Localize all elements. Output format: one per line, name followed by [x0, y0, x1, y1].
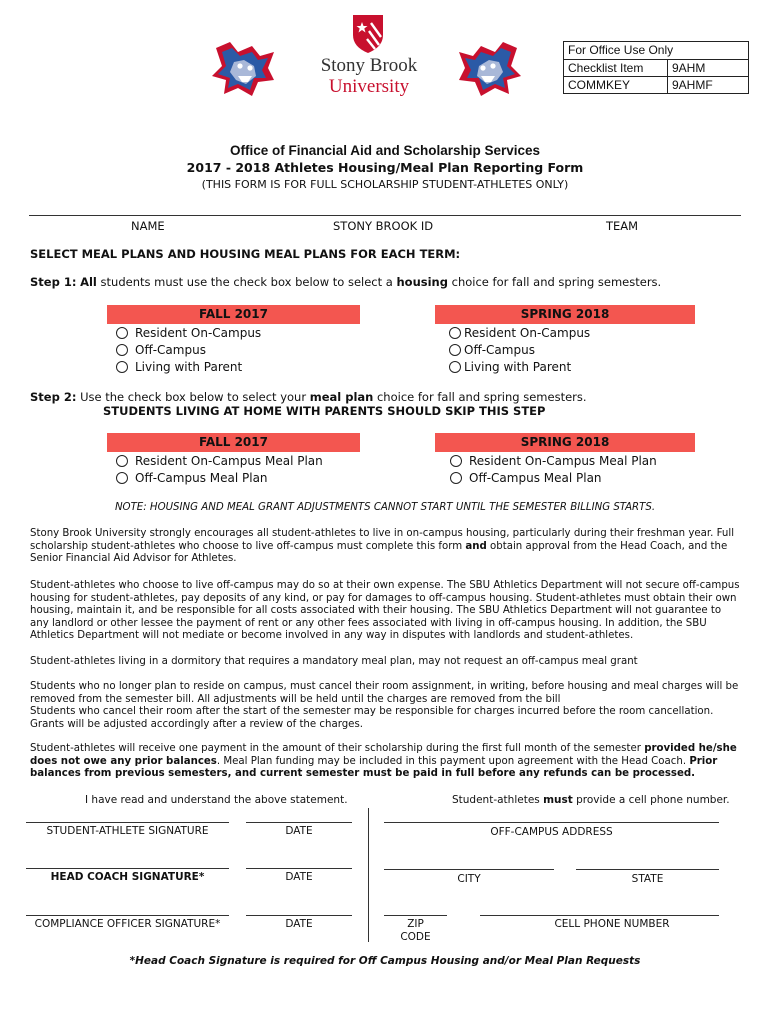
acknowledge-text: I have read and understand the above statement. [85, 794, 348, 806]
paragraph-cancel [30, 681, 742, 731]
para-text: obtain approval from the Head Coach, and the Senior Financial Aid Advisor for Athletes. [30, 540, 728, 565]
date3-label: DATE [285, 918, 313, 930]
para-text: Grants will be adjusted accordingly after a review of the charges. [30, 718, 363, 730]
step1-prefix: Step 1: [30, 275, 77, 289]
billing-note: NOTE: HOUSING AND MEAL GRANT ADJUSTMENTS CANNOT START UNTIL THE SEMESTER BILLING STARTS. [114, 502, 656, 513]
form-title-office: Office of Financial Aid and Scholarship Services [229, 143, 541, 158]
step1-bold-housing: housing [396, 275, 448, 289]
office-use-label: Checklist Item [564, 60, 668, 76]
step2-prefix: Step 2: [30, 390, 77, 404]
para-bold: provided he/she does not owe any prior balances [30, 743, 737, 767]
step2-text [30, 390, 587, 404]
option-label: Resident On-Campus Meal Plan [469, 453, 657, 468]
option-label: Off-Campus [464, 342, 535, 357]
step1-text [30, 275, 661, 289]
radio-circle-icon[interactable] [116, 361, 128, 373]
housing-spring-option-resident[interactable] [449, 324, 590, 341]
radio-circle-icon[interactable] [116, 327, 128, 339]
housing-spring-option-offcampus[interactable] [449, 341, 590, 358]
meal-fall-option-offcampus[interactable] [116, 469, 323, 486]
option-label: Resident On-Campus Meal Plan [135, 453, 323, 468]
compliance-signature-line[interactable] [26, 915, 229, 916]
form-subtitle: (THIS FORM IS FOR FULL SCHOLARSHIP STUDENT-ATHLETES ONLY) [201, 178, 569, 191]
form-title-main: 2017 - 2018 Athletes Housing/Meal Plan Reporting Form [186, 160, 584, 175]
radio-circle-icon[interactable] [116, 472, 128, 484]
meal-fall-option-resident[interactable] [116, 452, 323, 469]
column-divider [368, 808, 369, 942]
para-text: . Meal Plan funding may be included in this payment upon agreement with the Head Coach. [216, 755, 690, 767]
option-label: Living with Parent [135, 359, 243, 374]
para-text: Students who no longer plan to reside on campus, must cancel their room assignment, in writing, before housing and meal charges will be removed from the semester bill. All adjustments will be held until the charges are removed from the bill [30, 681, 739, 705]
logo-line1: Stony Brook [320, 55, 418, 76]
radio-circle-icon[interactable] [450, 472, 462, 484]
state-line[interactable] [576, 869, 719, 870]
office-use-row [564, 59, 748, 76]
office-use-box [563, 41, 749, 94]
footer-note: *Head Coach Signature is required for Off Campus Housing and/or Meal Plan Requests [129, 955, 641, 967]
para-text: Students who cancel their room after the start of the semester may be responsible for charges incurred before the room cancellation. [30, 706, 714, 718]
radio-circle-icon[interactable] [116, 455, 128, 467]
meal-spring-options [450, 452, 657, 486]
step1-text-part: students must use the check box below to select a [96, 275, 397, 289]
radio-circle-icon[interactable] [116, 344, 128, 356]
office-use-label: COMMKEY [564, 77, 668, 93]
seawolf-mascot-right-icon [453, 38, 525, 100]
office-use-row [564, 76, 748, 93]
radio-circle-icon[interactable] [449, 361, 461, 373]
housing-fall-options [116, 324, 261, 375]
meal-spring-banner: SPRING 2018 [435, 433, 695, 452]
note-bold: must [543, 794, 573, 806]
step2-skip-note: STUDENTS LIVING AT HOME WITH PARENTS SHOULD SKIP THIS STEP [103, 404, 546, 418]
date2-line[interactable] [246, 868, 352, 869]
option-label: Living with Parent [464, 359, 572, 374]
meal-fall-options [116, 452, 323, 486]
paragraph-offcampus: Student-athletes who choose to live off-campus may do so at their own expense. The SBU Athletics Department will not secure off-campus housing for student-athletes, pay deposits of any kind, or pay for damages to off-campus housing. Student-athletes must obtain their own housing, maintain it, and be responsible for all costs associated with their housing. The SBU Athletics Department will not guarantee to any landlord or other lessee the payment of rent or any other fees associated with living in off-campus housing. In addition, the SBU Athletics Department will not mediate or become involved in any way in disputes with landlords and student-athletes. [30, 580, 740, 642]
date3-line[interactable] [246, 915, 352, 916]
step2-bold: meal plan [309, 390, 374, 404]
housing-spring-options [449, 324, 590, 375]
option-label: Off-Campus Meal Plan [469, 470, 602, 485]
date2-label: DATE [285, 871, 313, 883]
meal-spring-option-offcampus[interactable] [450, 469, 657, 486]
zip-line[interactable] [384, 915, 447, 916]
option-label: Resident On-Campus [135, 325, 262, 340]
team-field-label: TEAM [606, 219, 639, 233]
housing-fall-banner: FALL 2017 [107, 305, 360, 324]
housing-spring-option-parent[interactable] [449, 358, 590, 375]
student-signature-label: STUDENT-ATHLETE SIGNATURE [46, 825, 209, 837]
option-label: Off-Campus [135, 342, 206, 357]
step1-text-part: choice for fall and spring semesters. [447, 275, 662, 289]
option-label: Resident On-Campus [464, 325, 591, 340]
coach-signature-label: HEAD COACH SIGNATURE* [50, 871, 205, 883]
note-text: provide a cell phone number. [572, 794, 730, 806]
note-text: Student-athletes [452, 794, 544, 806]
cell-phone-label: CELL PHONE NUMBER [554, 918, 670, 930]
date1-label: DATE [285, 825, 313, 837]
radio-circle-icon[interactable] [449, 327, 461, 339]
cell-phone-line[interactable] [480, 915, 719, 916]
step2-text-part: choice for fall and spring semesters. [373, 390, 587, 404]
step1-bold: All [80, 275, 97, 289]
para-bold: and [465, 540, 487, 552]
para-text: Student-athletes will receive one payment in the amount of their scholarship during the first full month of the semester [30, 743, 645, 754]
date1-line[interactable] [246, 822, 352, 823]
state-label: STATE [631, 873, 664, 885]
cell-phone-note [452, 794, 730, 806]
office-use-header: For Office Use Only [568, 43, 674, 57]
coach-signature-line[interactable] [26, 868, 229, 869]
paragraph-payment [30, 743, 742, 781]
seawolf-mascot-left-icon [208, 38, 280, 100]
radio-circle-icon[interactable] [450, 455, 462, 467]
paragraph-oncampus [30, 528, 742, 566]
meal-spring-option-resident[interactable] [450, 452, 657, 469]
meal-fall-banner: FALL 2017 [107, 433, 360, 452]
shield-icon [351, 13, 385, 55]
housing-fall-option-offcampus[interactable] [116, 341, 261, 358]
zip-code-label: CODE [400, 931, 431, 943]
housing-fall-option-parent[interactable] [116, 358, 261, 375]
compliance-signature-label: COMPLIANCE OFFICER SIGNATURE* [34, 918, 221, 930]
office-use-value: 9AHM [672, 61, 706, 75]
para-text: Stony Brook University strongly encourages all student-athletes to live in on-campus housing, particularly during their freshman year. Full scholarship student-athletes who choose to live off-campus must complete this form [30, 528, 735, 552]
city-label: CITY [457, 873, 481, 885]
student-signature-line[interactable] [26, 822, 229, 823]
zip-label: ZIP [407, 918, 424, 930]
offcampus-address-line[interactable] [384, 822, 719, 823]
offcampus-address-label: OFF-CAMPUS ADDRESS [490, 826, 613, 838]
housing-spring-banner: SPRING 2018 [435, 305, 695, 324]
university-logo [317, 13, 421, 103]
housing-fall-option-resident[interactable] [116, 324, 261, 341]
radio-circle-icon[interactable] [449, 344, 461, 356]
name-line [29, 215, 741, 216]
logo-line2: University [328, 76, 410, 97]
city-line[interactable] [384, 869, 554, 870]
para-bold: Prior balances from previous semesters, and current semester must be paid in full before any refunds can be processed. [30, 755, 718, 780]
name-field-label: NAME [131, 219, 165, 233]
select-heading: SELECT MEAL PLANS AND HOUSING MEAL PLANS FOR EACH TERM: [30, 247, 461, 261]
id-field-label: STONY BROOK ID [333, 219, 434, 233]
option-label: Off-Campus Meal Plan [135, 470, 268, 485]
step2-text-part: Use the check box below to select your [76, 390, 310, 404]
paragraph-dormitory: Student-athletes living in a dormitory that requires a mandatory meal plan, may not request an off-campus meal grant [30, 656, 638, 667]
office-use-value: 9AHMF [672, 78, 713, 92]
